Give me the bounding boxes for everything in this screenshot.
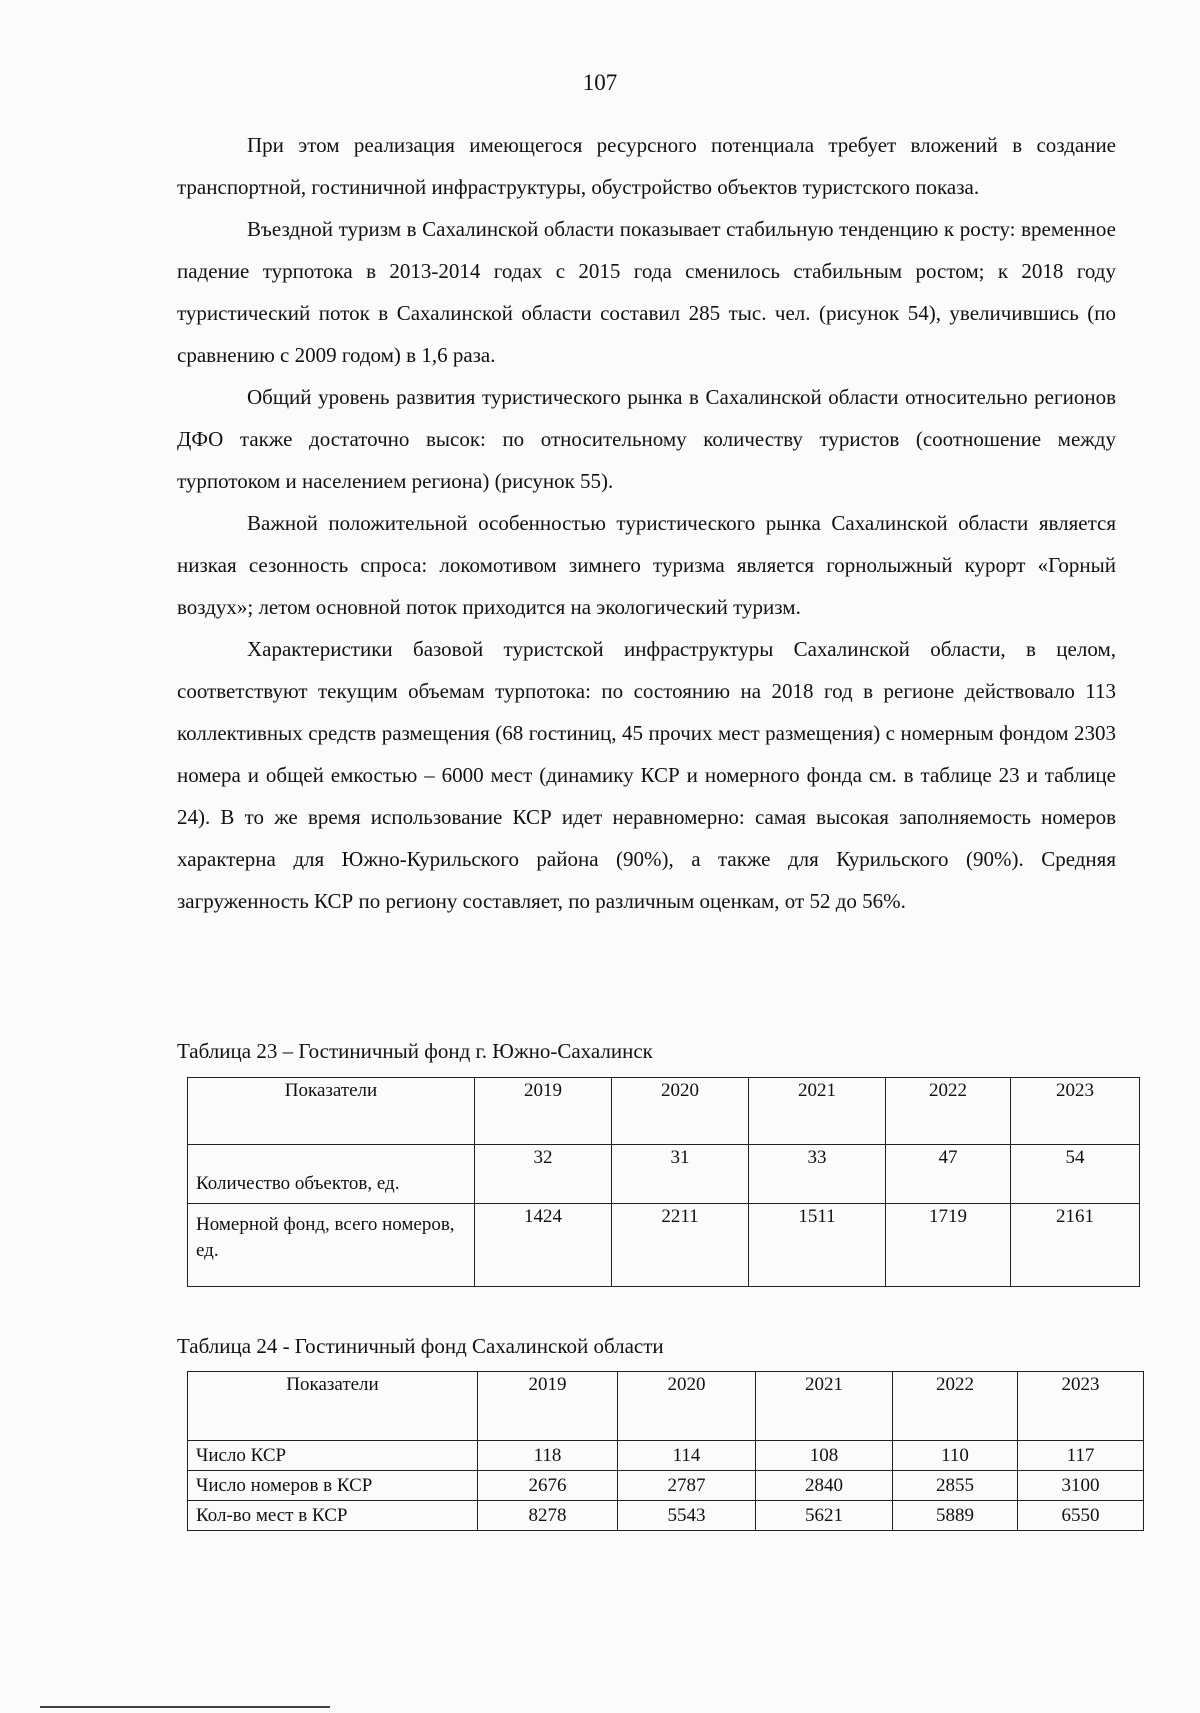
- table-cell: 1511: [749, 1204, 886, 1287]
- column-header: 2020: [612, 1078, 749, 1145]
- paragraph: Общий уровень развития туристического рынка в Сахалинской области относительно регионов ДФО также достаточно высок: по относительному количеству туристов (соотношение между турпотоком и населением региона) (рисунок 55).: [177, 385, 1116, 493]
- row-label: Кол-во мест в КСР: [188, 1501, 478, 1531]
- table-row: [188, 1204, 1140, 1287]
- column-header: 2021: [749, 1078, 886, 1145]
- footer-rule: [40, 1706, 330, 1708]
- page-number: 107: [582, 70, 618, 95]
- table-cell: 2676: [478, 1471, 618, 1501]
- table-cell: 2855: [893, 1471, 1018, 1501]
- column-header: Показатели: [188, 1372, 478, 1441]
- table-cell: 2211: [612, 1204, 749, 1287]
- table-row: [188, 1441, 1144, 1471]
- table-cell: 118: [478, 1441, 618, 1471]
- table-24-caption: Таблица 24 - Гостиничный фонд Сахалинской области: [177, 1334, 664, 1358]
- table-23: [187, 1077, 1140, 1287]
- table-header-row: [188, 1078, 1140, 1145]
- row-label: Количество объектов, ед.: [188, 1145, 475, 1204]
- table-cell: 33: [749, 1145, 886, 1204]
- paragraph: При этом реализация имеющегося ресурсного потенциала требует вложений в создание транспортной, гостиничной инфраструктуры, обустройство объектов туристского показа.: [177, 133, 1116, 199]
- column-header: 2021: [756, 1372, 893, 1441]
- table-cell: 108: [756, 1441, 893, 1471]
- paragraph: Характеристики базовой туристской инфраструктуры Сахалинской области, в целом, соответствуют текущим объемам турпотока: по состоянию на 2018 год в регионе действовало 113 коллективных средств размещения (68 гостиниц, 45 прочих мест размещения) с номерным фондом 2303 номера и общей емкостью – 6000 мест (динамику КСР и номерного фонда см. в таблице 23 и таблице 24). В то же время использование КСР идет неравномерно: самая высокая заполняемость номеров характерна для Южно-Курильского района (90%), а также для Курильского (90%). Средняя загруженность КСР по региону составляет, по различным оценкам, от 52 до 56%.: [177, 637, 1116, 913]
- table-row: [188, 1471, 1144, 1501]
- column-header: 2023: [1011, 1078, 1140, 1145]
- table-cell: 31: [612, 1145, 749, 1204]
- paragraph: Въездной туризм в Сахалинской области показывает стабильную тенденцию к росту: временное падение турпотока в 2013-2014 годах с 2015 года сменилось стабильным ростом; к 2018 году туристический поток в Сахалинской области составил 285 тыс. чел. (рисунок 54), увеличившись (по сравнению с 2009 годом) в 1,6 раза.: [177, 217, 1116, 367]
- table-row: [188, 1145, 1140, 1204]
- row-label: Номерной фонд, всего номеров, ед.: [188, 1204, 475, 1287]
- table-cell: 54: [1011, 1145, 1140, 1204]
- table-header-row: [188, 1372, 1144, 1441]
- table-23-caption: Таблица 23 – Гостиничный фонд г. Южно-Сахалинск: [177, 1039, 653, 1063]
- column-header: 2022: [886, 1078, 1011, 1145]
- table-cell: 110: [893, 1441, 1018, 1471]
- table-24: [187, 1371, 1144, 1531]
- row-label: Число номеров в КСР: [188, 1471, 478, 1501]
- table-cell: 6550: [1018, 1501, 1144, 1531]
- table-cell: 2840: [756, 1471, 893, 1501]
- table-cell: 114: [618, 1441, 756, 1471]
- table-cell: 2787: [618, 1471, 756, 1501]
- column-header: 2019: [478, 1372, 618, 1441]
- table-cell: 5889: [893, 1501, 1018, 1531]
- table-cell: 117: [1018, 1441, 1144, 1471]
- table-cell: 3100: [1018, 1471, 1144, 1501]
- table-cell: 32: [475, 1145, 612, 1204]
- paragraph: Важной положительной особенностью туристического рынка Сахалинской области является низкая сезонность спроса: локомотивом зимнего туризма является горнолыжный курорт «Горный воздух»; летом основной поток приходится на экологический туризм.: [177, 511, 1116, 619]
- column-header: 2020: [618, 1372, 756, 1441]
- table-cell: 1424: [475, 1204, 612, 1287]
- row-label: Число КСР: [188, 1441, 478, 1471]
- table-cell: 1719: [886, 1204, 1011, 1287]
- column-header: 2019: [475, 1078, 612, 1145]
- table-cell: 5543: [618, 1501, 756, 1531]
- table-cell: 2161: [1011, 1204, 1140, 1287]
- column-header: 2022: [893, 1372, 1018, 1441]
- table-cell: 5621: [756, 1501, 893, 1531]
- table-cell: 8278: [478, 1501, 618, 1531]
- body-text: [177, 124, 1116, 922]
- column-header: 2023: [1018, 1372, 1144, 1441]
- table-row: [188, 1501, 1144, 1531]
- table-cell: 47: [886, 1145, 1011, 1204]
- column-header: Показатели: [188, 1078, 475, 1145]
